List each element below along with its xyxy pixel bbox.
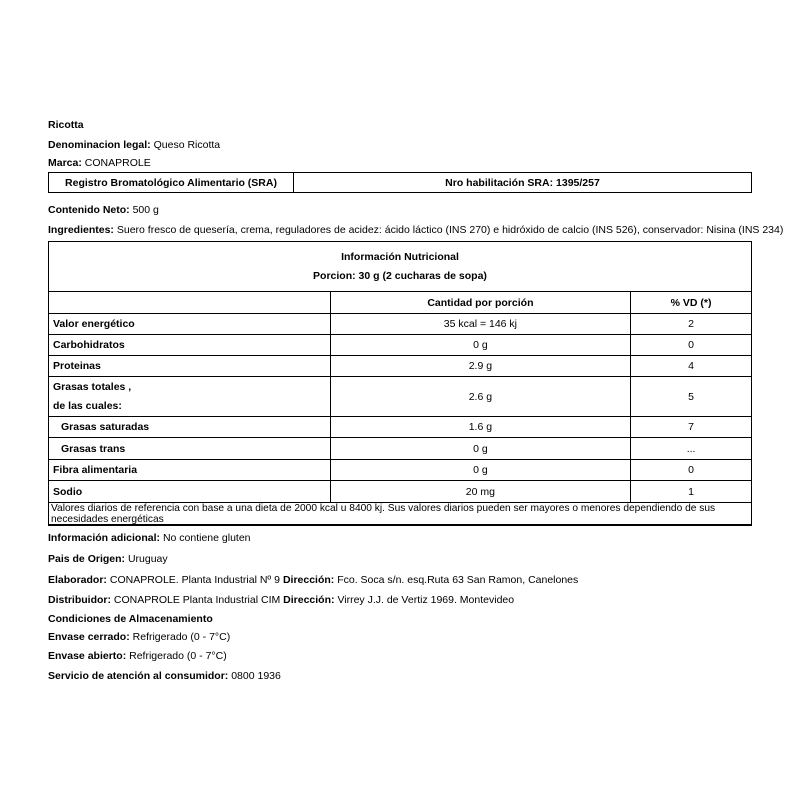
row-vd: 5 xyxy=(631,377,752,417)
maker-address-value: Fco. Soca s/n. esq.Ruta 63 San Ramon, Canelones xyxy=(337,574,579,586)
row-vd: 0 xyxy=(631,335,752,356)
additional-info-value: No contiene gluten xyxy=(162,532,251,544)
table-row xyxy=(49,460,752,481)
row-name: Valor energético xyxy=(49,314,331,335)
header-empty-cell xyxy=(49,292,331,314)
nutrition-table xyxy=(48,241,752,525)
nutrition-grid xyxy=(48,291,752,526)
row-name-line1: Grasas totales , xyxy=(53,380,132,393)
nutrition-title: Información Nutricional xyxy=(341,251,459,263)
row-amount: 0 g xyxy=(330,460,631,481)
row-name: Grasas trans xyxy=(49,438,331,460)
registry-right: Nro habilitación SRA: 1395/257 xyxy=(445,176,600,189)
row-name: Proteinas xyxy=(49,356,331,377)
row-vd: 2 xyxy=(631,314,752,335)
storage-open-line xyxy=(48,650,227,662)
maker-value: CONAPROLE. Planta Industrial Nº 9 xyxy=(109,574,281,586)
row-vd: 7 xyxy=(631,417,752,438)
ingredients-label: Ingredientes: xyxy=(48,224,114,236)
legal-name-line xyxy=(48,139,220,151)
row-name-line2: de las cuales: xyxy=(53,399,122,412)
net-content-line xyxy=(48,204,159,216)
row-name xyxy=(49,377,331,417)
storage-closed-label: Envase cerrado: xyxy=(48,631,130,643)
table-row xyxy=(49,335,752,356)
brand-value: CONAPROLE xyxy=(84,157,151,169)
registry-left: Registro Bromatológico Alimentario (SRA) xyxy=(49,173,294,192)
product-title: Ricotta xyxy=(48,119,84,131)
service-value: 0800 1936 xyxy=(231,670,281,682)
row-amount: 2.9 g xyxy=(330,356,631,377)
legal-name-value: Queso Ricotta xyxy=(153,139,221,151)
storage-closed-line xyxy=(48,631,230,643)
row-vd: 1 xyxy=(631,481,752,503)
table-row xyxy=(49,356,752,377)
row-vd: ... xyxy=(631,438,752,460)
distributor-label: Distribuidor: xyxy=(48,594,111,606)
ingredients-value: Suero fresco de quesería, crema, reguladores de acidez: ácido láctico (INS 270) e hidróxido de calcio (INS 526), conservador: Nisina (INS 234) xyxy=(116,224,784,236)
net-content-label: Contenido Neto: xyxy=(48,204,130,216)
header-vd: % VD (*) xyxy=(631,292,752,314)
table-row xyxy=(49,481,752,503)
storage-closed-value: Refrigerado (0 - 7°C) xyxy=(132,631,231,643)
row-name: Carbohidratos xyxy=(49,335,331,356)
origin-line xyxy=(48,553,168,565)
brand-label: Marca: xyxy=(48,157,82,169)
brand-line xyxy=(48,157,151,169)
table-header-row xyxy=(49,292,752,314)
registry-box xyxy=(48,172,752,193)
header-amount: Cantidad por porción xyxy=(330,292,631,314)
additional-info-label: Información adicional: xyxy=(48,532,161,544)
additional-info-line xyxy=(48,532,251,544)
legal-name-label: Denominacion legal: xyxy=(48,139,151,151)
row-amount: 35 kcal = 146 kj xyxy=(330,314,631,335)
maker-line xyxy=(48,574,578,586)
row-vd: 0 xyxy=(631,460,752,481)
maker-address-label: Dirección: xyxy=(282,574,335,586)
row-vd: 4 xyxy=(631,356,752,377)
nutrition-portion: Porcion: 30 g (2 cucharas de sopa) xyxy=(313,270,487,282)
ingredients-line xyxy=(48,224,783,236)
table-row xyxy=(49,314,752,335)
distributor-line xyxy=(48,594,514,606)
row-amount: 0 g xyxy=(330,438,631,460)
row-name: Sodio xyxy=(49,481,331,503)
table-row xyxy=(49,377,752,417)
storage-title: Condiciones de Almacenamiento xyxy=(48,613,213,625)
row-name: Fibra alimentaria xyxy=(49,460,331,481)
net-content-value: 500 g xyxy=(132,204,159,216)
table-row xyxy=(49,438,752,460)
row-amount: 2.6 g xyxy=(330,377,631,417)
row-amount: 20 mg xyxy=(330,481,631,503)
maker-label: Elaborador: xyxy=(48,574,107,586)
row-name: Grasas saturadas xyxy=(49,417,331,438)
distributor-value: CONAPROLE Planta Industrial CIM xyxy=(113,594,281,606)
origin-label: Pais de Origen: xyxy=(48,553,126,565)
service-line xyxy=(48,670,281,682)
distributor-address-value: Virrey J.J. de Vertiz 1969. Montevideo xyxy=(337,594,515,606)
nutrition-header xyxy=(49,242,751,292)
nutrition-footnote: Valores diarios de referencia con base a una dieta de 2000 kcal u 8400 kj. Sus valores diarios pueden ser mayores o menores dependiendo de sus necesidades energéticas xyxy=(49,503,752,526)
storage-open-label: Envase abierto: xyxy=(48,650,127,662)
row-amount: 1.6 g xyxy=(330,417,631,438)
origin-value: Uruguay xyxy=(127,553,168,565)
distributor-address-label: Dirección: xyxy=(283,594,335,606)
table-row xyxy=(49,417,752,438)
row-amount: 0 g xyxy=(330,335,631,356)
storage-open-value: Refrigerado (0 - 7°C) xyxy=(129,650,227,662)
table-footnote-row xyxy=(49,503,752,526)
service-label: Servicio de atención al consumidor: xyxy=(48,670,229,682)
